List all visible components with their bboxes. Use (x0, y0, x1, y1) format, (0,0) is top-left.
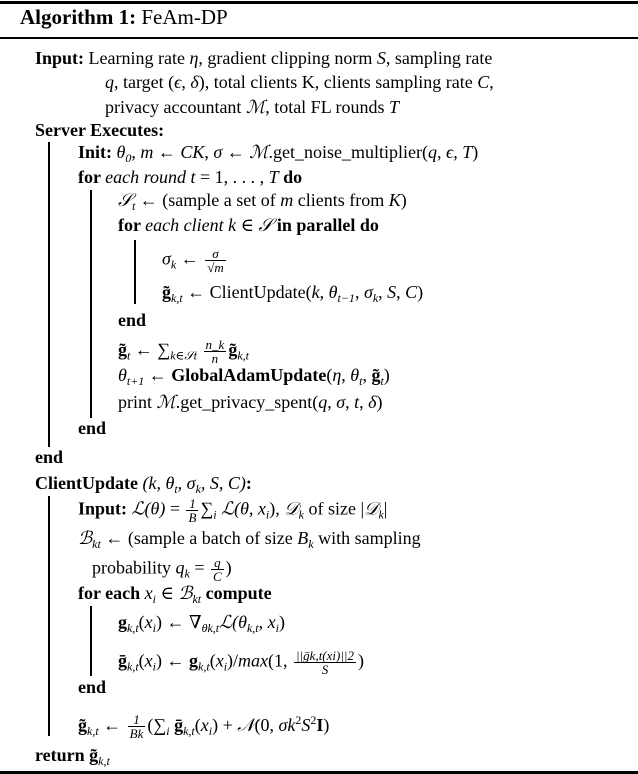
plain-text: = (165, 498, 185, 519)
plain-text: ) (323, 715, 330, 735)
keyword-text: g̃ (228, 339, 238, 360)
plain-text: Learning rate (88, 48, 190, 68)
math-subscript: k∈𝒮t (170, 348, 198, 363)
algorithm-line (92, 556, 232, 585)
keyword-text: g (189, 650, 199, 671)
math-subscript: i (223, 659, 228, 674)
math-symbol: each round t (105, 167, 196, 187)
math-subscript: k (195, 482, 201, 496)
math-symbol: t (354, 392, 360, 412)
plain-text: ← ClientUpdate( (182, 282, 312, 302)
keyword-text: ḡ (174, 715, 184, 735)
plain-text: , (359, 392, 369, 412)
math-symbol: 𝒮 (258, 215, 273, 235)
algorithm-line (35, 472, 252, 500)
math-symbol: 𝒮 (118, 190, 132, 210)
math-symbol: σ (363, 282, 373, 302)
math-symbol: q (175, 557, 185, 578)
algorithm-line (118, 611, 285, 639)
math-symbol: m (280, 190, 294, 210)
server-block-bar (48, 142, 50, 447)
math-symbol: C (405, 282, 418, 302)
algorithm-line (78, 527, 421, 555)
math-subscript: i (152, 621, 157, 635)
math-subscript: k (308, 537, 314, 551)
math-symbol: m (140, 142, 154, 162)
math-symbol: δ (368, 392, 377, 412)
math-subscript: i (208, 724, 213, 738)
math-subscript: k,t (127, 659, 139, 674)
algorithm-line (35, 446, 63, 468)
math-subscript: t (131, 199, 136, 213)
math-subscript: k (184, 566, 190, 581)
plain-text: = (189, 557, 209, 578)
math-symbol: q (318, 392, 328, 412)
keyword-text: g̃ (78, 715, 87, 735)
clientupdate-block-bar (48, 496, 50, 736)
plain-text: , (396, 282, 406, 302)
math-subscript: k,t (171, 291, 183, 305)
math-symbol: ℒ(θ, x (221, 498, 266, 519)
plain-text: , (345, 392, 355, 412)
plain-text: ( (209, 650, 216, 671)
math-subscript: t (174, 482, 178, 496)
plain-text (197, 340, 202, 360)
math-symbol: S (387, 282, 397, 302)
top-rule (0, 1, 638, 4)
plain-text: , (204, 142, 214, 162)
math-subscript: i (265, 507, 270, 522)
algorithm-line (35, 744, 110, 772)
plain-text: (0, (254, 715, 279, 735)
keyword-text: end (118, 310, 147, 330)
math-symbol: θ (116, 142, 126, 162)
plain-text: , gradient clipping norm (198, 48, 377, 68)
plain-text: ← (153, 142, 181, 162)
fraction-denominator: B (188, 510, 197, 525)
math-symbol: 𝒟 (284, 498, 299, 519)
fraction-numerator: ||ḡk,t(xi)||2 (296, 648, 354, 663)
math-symbol: σk (278, 715, 296, 735)
fraction-denominator: S (321, 662, 329, 677)
plain-text: ← (222, 142, 250, 162)
fraction (128, 713, 146, 740)
keyword-text: end (35, 447, 64, 467)
keyword-text: I (316, 715, 324, 735)
math-symbol: x (200, 715, 209, 735)
algorithm-line (105, 96, 399, 118)
plain-text: ), total clients K, clients sampling rate (198, 72, 478, 92)
plain-text: , sampling rate (385, 48, 493, 68)
math-symbol: 𝒟 (364, 498, 379, 519)
keyword-text: for (78, 167, 106, 187)
keyword-text: Input: (78, 498, 132, 519)
math-symbol: ℒ(θ (219, 612, 247, 632)
math-subscript: i (166, 724, 170, 738)
math-symbol: ϵ (174, 72, 182, 92)
math-symbol: x (267, 612, 276, 632)
math-symbol: 𝒩 (237, 715, 255, 735)
plain-text: .get_privacy_spent( (175, 392, 319, 412)
math-subscript: i (152, 592, 156, 606)
keyword-text: g̃ (118, 339, 127, 360)
algorithm-name: FeAm-DP (141, 5, 228, 29)
algorithm-line (118, 338, 249, 367)
algorithm-line (118, 649, 364, 678)
client-loop-bar (134, 240, 136, 304)
plain-text: probability (92, 557, 176, 578)
algorithm-line (118, 214, 379, 236)
algorithm-line (35, 47, 492, 69)
math-symbol: θ (350, 365, 360, 385)
math-symbol: B (297, 528, 309, 548)
plain-text: , target ( (114, 72, 175, 92)
math-subscript: t (359, 374, 363, 388)
math-symbol: ℳ (249, 142, 269, 162)
math-symbol: K (388, 190, 401, 210)
plain-text: .get_noise_multiplier( (268, 142, 428, 162)
math-subscript: t+1 (126, 374, 145, 388)
plain-text: ), (269, 498, 285, 519)
keyword-text: for each (78, 583, 145, 603)
math-subscript: i (213, 507, 217, 522)
fraction (294, 649, 356, 676)
fraction-denominator: Bk (129, 726, 144, 742)
math-symbol: T (462, 142, 473, 162)
keyword-text: Init: (78, 142, 117, 162)
math-subscript: 0 (125, 151, 132, 165)
algorithm-line (78, 709, 329, 742)
math-subscript: t (380, 374, 384, 388)
math-superscript: 2 (310, 713, 317, 727)
plain-text: , (354, 282, 364, 302)
fraction (211, 556, 224, 583)
plain-text: , (258, 612, 268, 632)
fraction (204, 338, 227, 365)
math-symbol: x (144, 583, 153, 603)
math-symbol: η (332, 365, 342, 385)
plain-text: ∑ (200, 498, 214, 519)
math-subscript: kt (92, 537, 101, 551)
plain-text: , (131, 142, 141, 162)
plain-text: ← (144, 365, 172, 385)
math-subscript: k,t (127, 621, 139, 635)
compute-loop-bar (90, 606, 92, 676)
fraction (205, 247, 226, 274)
algorithm-title (20, 5, 228, 30)
algorithm-line (78, 141, 478, 169)
plain-text: ( (326, 365, 333, 385)
plain-text: ∈ (236, 215, 259, 235)
plain-text: ) ← ∇ (156, 612, 202, 632)
algorithm-line (105, 71, 494, 93)
plain-text: ∈ (156, 583, 179, 603)
plain-text: ( (138, 612, 145, 632)
plain-text: ) (376, 392, 383, 412)
math-subscript: k (378, 507, 384, 522)
algorithm-line (78, 497, 387, 526)
plain-text: , (341, 365, 351, 385)
math-subscript: k,t (198, 659, 210, 674)
math-symbol: σ (213, 142, 223, 162)
algorithm-line (35, 119, 164, 141)
plain-text: , (436, 142, 446, 162)
math-symbol: η (189, 48, 199, 68)
math-symbol: ℬ (78, 528, 93, 548)
math-symbol: ℬ (178, 583, 193, 603)
keyword-text: end (78, 677, 107, 697)
plain-text: ) (383, 365, 390, 385)
math-symbol: C (477, 72, 490, 92)
math-symbol: x (144, 650, 153, 671)
algorithm-line (118, 391, 382, 413)
plain-text: ( (138, 650, 145, 671)
plain-text: ) (358, 650, 364, 671)
fraction-numerator: σ (205, 247, 226, 261)
math-subscript: i (152, 659, 157, 674)
math-symbol: CK (180, 142, 205, 162)
math-subscript: k,t (237, 348, 249, 363)
algorithm-line (162, 281, 423, 309)
keyword-text: g (118, 612, 127, 632)
plain-text: ) (400, 190, 407, 210)
keyword-text: return (35, 745, 90, 765)
math-symbol: δ (190, 72, 199, 92)
fraction-numerator: 1 (186, 497, 198, 511)
algorithm-line (78, 417, 106, 439)
fraction-numerator: n_k (205, 337, 225, 352)
plain-text: (∑ (147, 715, 167, 735)
math-symbol: ℒ(θ) (131, 498, 166, 519)
plain-text: of size | (303, 498, 365, 519)
math-symbol: S (376, 48, 386, 68)
plain-text: , (489, 72, 494, 92)
round-loop-bar (90, 190, 92, 418)
plain-text: ← (98, 715, 126, 735)
plain-text: with sampling (313, 528, 421, 548)
plain-text: ) (278, 612, 285, 632)
math-subscript: θk,t (201, 621, 220, 635)
plain-text: ( (194, 715, 201, 735)
math-symbol: q (105, 72, 114, 92)
math-symbol: S (301, 715, 311, 735)
plain-text: , (181, 72, 191, 92)
plain-text: ← (sample a batch of size (100, 528, 298, 548)
math-subscript: i (275, 621, 279, 635)
fraction-denominator: n (211, 351, 219, 366)
keyword-text: g̃ (371, 365, 381, 385)
title-rule (0, 37, 638, 39)
plain-text: ) (225, 557, 232, 578)
keyword-text: ClientUpdate (35, 473, 143, 493)
plain-text: = 1, . . . , (195, 167, 269, 187)
plain-text: ) (472, 142, 479, 162)
math-subscript: k,t (183, 724, 195, 738)
math-symbol: max (238, 650, 269, 671)
math-subscript: k (372, 291, 379, 305)
keyword-text: : (245, 473, 252, 493)
keyword-text: g̃ (162, 282, 171, 302)
plain-text: , (453, 142, 463, 162)
plain-text: clients from (293, 190, 389, 210)
math-symbol: σ (162, 248, 171, 269)
math-subscript: k,t (98, 754, 110, 768)
keyword-text: g̃ (89, 745, 99, 765)
plain-text: , (319, 282, 329, 302)
math-symbol: ℳ (245, 97, 266, 117)
keyword-text: do (278, 167, 303, 187)
fraction-numerator: q (211, 556, 224, 570)
math-superscript: 2 (295, 713, 302, 727)
math-subscript: t−1 (337, 291, 355, 305)
plain-text: (1, (268, 650, 293, 671)
math-subscript: k,t (246, 621, 259, 635)
algorithm-label: Algorithm 1: (20, 5, 137, 29)
algorithm-line (78, 582, 272, 610)
fraction-denominator: C (212, 569, 222, 584)
algorithm-line (118, 364, 390, 392)
plain-text: ) + (212, 715, 238, 735)
algorithm-line (162, 247, 228, 276)
math-symbol: x (144, 612, 153, 632)
plain-text: ) (417, 282, 424, 302)
plain-text: , total FL rounds (265, 97, 390, 117)
keyword-text: end (78, 418, 107, 438)
math-subscript: k (170, 257, 177, 272)
math-symbol: ϵ (445, 142, 454, 162)
keyword-text: in parallel do (272, 215, 379, 235)
plain-text: , (378, 282, 388, 302)
plain-text: ← (sample a set of (135, 190, 281, 210)
algorithm-line (118, 189, 407, 217)
fraction-denominator: √m (207, 260, 224, 275)
math-symbol: x (215, 650, 224, 671)
plain-text: ) ← (156, 650, 190, 671)
keyword-text: for (118, 215, 146, 235)
plain-text: ← ∑ (130, 339, 171, 360)
math-subscript: k (298, 507, 304, 522)
keyword-text: ḡ (118, 650, 127, 671)
math-symbol: , S, C) (200, 473, 246, 493)
math-symbol: σ (336, 392, 346, 412)
math-subscript: k,t (87, 724, 99, 738)
plain-text: , (362, 365, 372, 385)
algorithm-line (78, 676, 106, 698)
math-subscript: kt (192, 592, 202, 606)
plain-text: | (383, 498, 388, 519)
math-symbol: (k, θ (142, 473, 175, 493)
plain-text: print (118, 392, 157, 412)
math-symbol: k (311, 282, 320, 302)
plain-text: )/ (227, 650, 239, 671)
math-symbol: , σ (177, 473, 196, 493)
math-symbol: T (389, 97, 400, 117)
math-symbol: θ (328, 282, 338, 302)
plain-text: , (327, 392, 337, 412)
keyword-text: compute (201, 583, 272, 603)
math-symbol: θ (118, 365, 127, 385)
algorithm-line (78, 166, 302, 188)
keyword-text: Input: (35, 48, 89, 68)
fraction-numerator: 1 (128, 713, 146, 727)
fraction (186, 497, 198, 524)
plain-text: ← (176, 248, 204, 269)
math-symbol: ℳ (156, 392, 176, 412)
plain-text: privacy accountant (105, 97, 246, 117)
keyword-text: GlobalAdamUpdate (171, 365, 327, 385)
math-symbol: each client k (145, 215, 237, 235)
math-subscript: t (127, 348, 131, 363)
keyword-text: Server Executes: (35, 120, 165, 140)
math-symbol: q (427, 142, 437, 162)
algorithm-line (118, 309, 146, 331)
math-symbol: T (268, 167, 279, 187)
